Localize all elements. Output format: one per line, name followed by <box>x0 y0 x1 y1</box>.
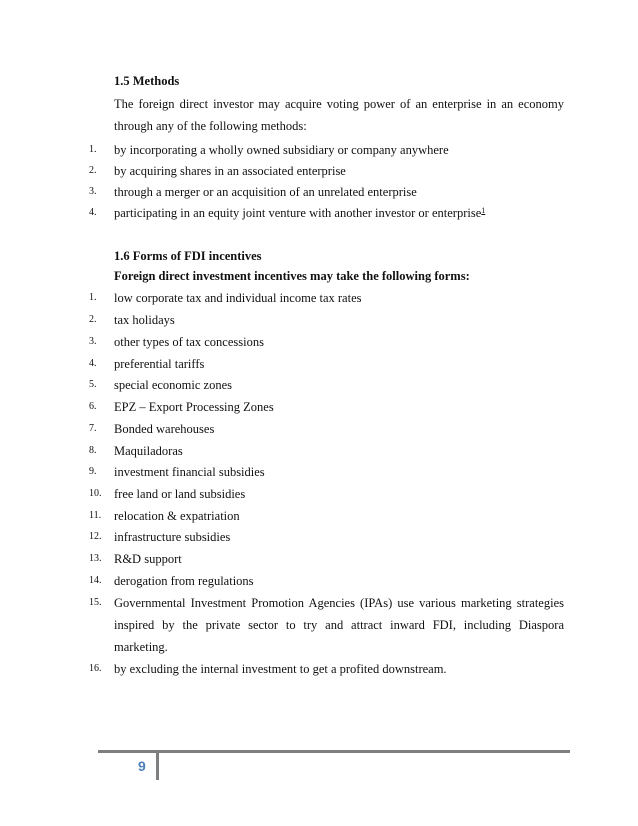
list-item-number: 5. <box>89 379 97 390</box>
list-item-text: infrastructure subsidies <box>114 530 231 544</box>
section-heading-methods: 1.5 Methods <box>114 74 180 88</box>
list-item-number: 10. <box>89 488 102 499</box>
list-item-text: Governmental Investment Promotion Agencies (IPAs) use various marketing strategies inspired by the private sector to try and attract inward FDI, including Diaspora marketing. <box>114 596 564 654</box>
list-item-number: 1. <box>89 144 97 155</box>
list-item-number: 14. <box>89 575 102 586</box>
list-item-text: investment financial subsidies <box>114 465 265 479</box>
list-item-number: 12. <box>89 531 102 542</box>
list-item-number: 13. <box>89 553 102 564</box>
list-item-text: by excluding the internal investment to get a profited downstream. <box>114 662 447 676</box>
list-item-text: through a merger or an acquisition of an unrelated enterprise <box>114 185 417 199</box>
list-item-number: 11. <box>89 510 102 521</box>
section-intro-methods: The foreign direct investor may acquire voting power of an enterprise in an economy through any of the following methods: <box>114 97 564 133</box>
page-number-divider <box>156 752 159 780</box>
footnote-reference[interactable]: 1 <box>481 206 486 215</box>
list-item-number: 8. <box>89 445 97 456</box>
list-item-number: 3. <box>89 336 97 347</box>
list-item-number: 1. <box>89 292 97 303</box>
list-item-text: EPZ – Export Processing Zones <box>114 400 274 414</box>
list-item-text: low corporate tax and individual income tax rates <box>114 291 362 305</box>
list-item-number: 16. <box>89 663 102 674</box>
section-intro-fdi-incentives: Foreign direct investment incentives may take the following forms: <box>114 269 470 283</box>
list-item-text: Bonded warehouses <box>114 422 215 436</box>
footer-rule <box>98 750 570 753</box>
list-item-text: R&D support <box>114 552 182 566</box>
page-number: 9 <box>138 758 146 774</box>
list-item-text: other types of tax concessions <box>114 335 264 349</box>
section-heading-fdi-incentives: 1.6 Forms of FDI incentives <box>114 249 262 263</box>
list-item-text: preferential tariffs <box>114 357 205 371</box>
list-item-number: 4. <box>89 358 97 369</box>
list-item-number: 9. <box>89 466 97 477</box>
list-item-text: by acquiring shares in an associated enterprise <box>114 164 346 178</box>
list-item-text: Maquiladoras <box>114 444 183 458</box>
list-item-number: 2. <box>89 165 97 176</box>
list-item-text: special economic zones <box>114 378 233 392</box>
list-item-text <box>114 205 564 221</box>
list-item-text: derogation from regulations <box>114 574 254 588</box>
list-item-number: 4. <box>89 207 97 218</box>
list-item-number: 3. <box>89 186 97 197</box>
list-item-number: 6. <box>89 401 97 412</box>
list-item-text: relocation & expatriation <box>114 509 240 523</box>
list-item-text-body: participating in an equity joint venture with another investor or enterprise <box>114 206 482 220</box>
list-item-text: tax holidays <box>114 313 175 327</box>
list-item-text: by incorporating a wholly owned subsidiary or company anywhere <box>114 143 449 157</box>
list-item-number: 15. <box>89 597 102 608</box>
list-item-text: free land or land subsidies <box>114 487 246 501</box>
list-item-number: 7. <box>89 423 97 434</box>
list-item-number: 2. <box>89 314 97 325</box>
